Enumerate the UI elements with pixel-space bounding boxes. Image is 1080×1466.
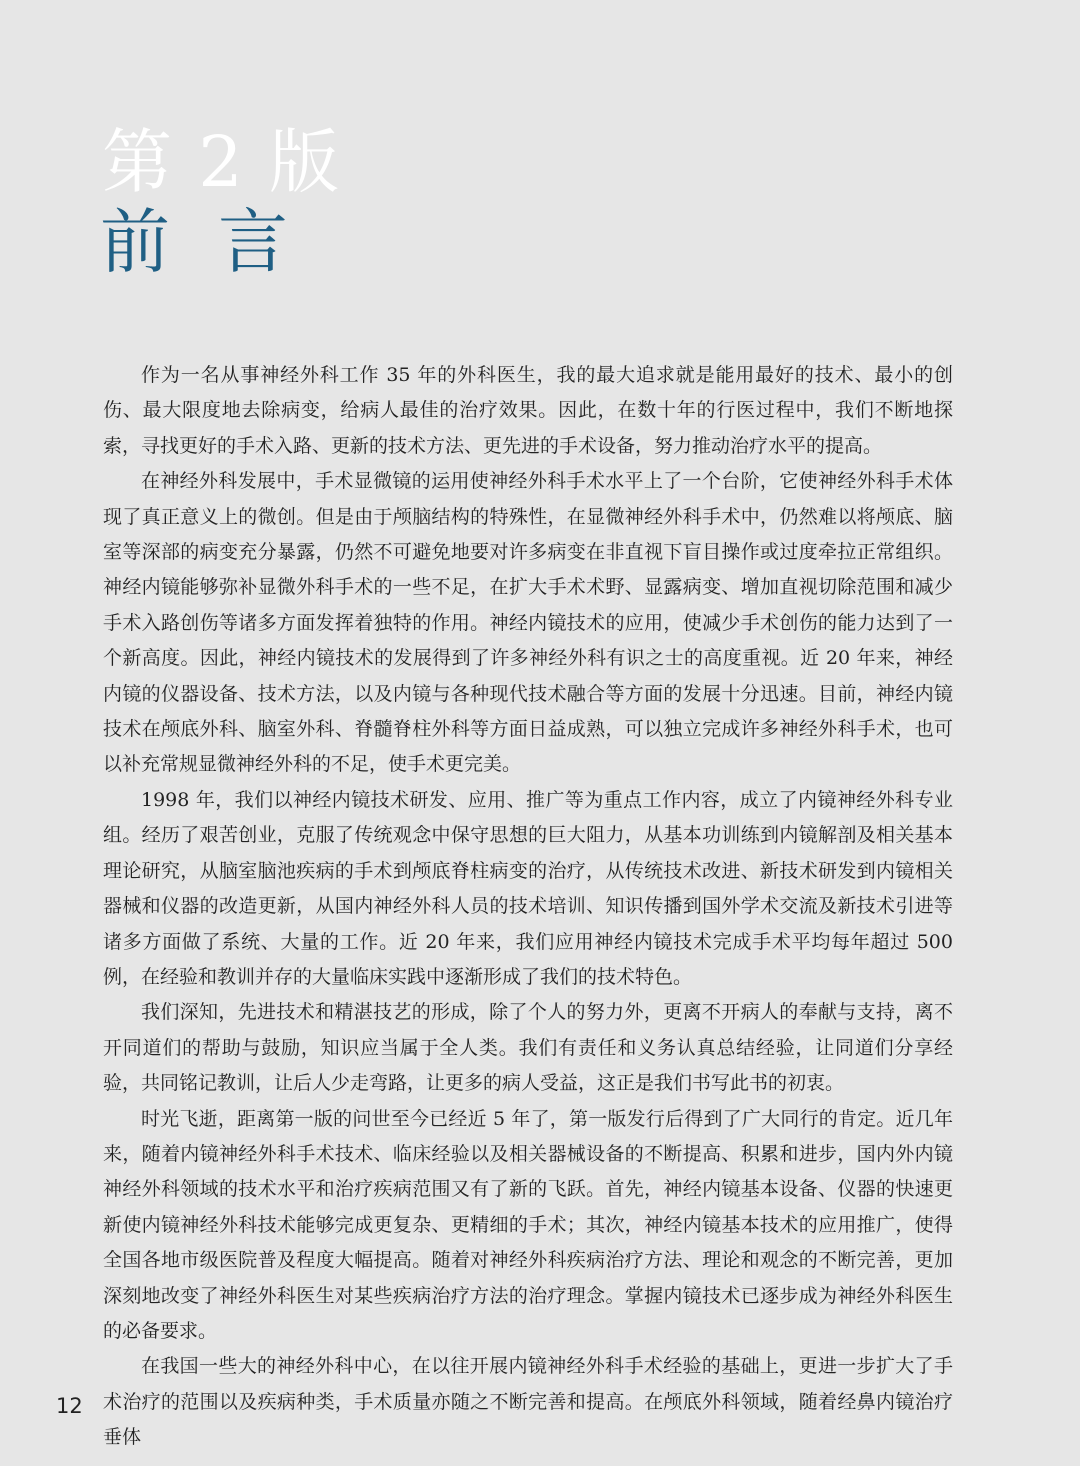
edition-heading: 第 2 版 — [102, 121, 342, 203]
page-title: 前言 — [100, 201, 336, 283]
paragraph: 在我国一些大的神经外科中心，在以往开展内镜神经外科手术经验的基础上，更进一步扩大了手术治疗的范围以及疾病种类，手术质量亦随之不断完善和提高。在颅底外科领域，随着经鼻内镜治疗垂体 — [103, 1355, 953, 1449]
page-number: 12 — [56, 1394, 83, 1418]
paragraph: 作为一名从事神经外科工作 35 年的外科医生，我的最大追求就是能用最好的技术、最小的创伤、最大限度地去除病变，给病人最佳的治疗效果。因此，在数十年的行医过程中，我们不断地探索，寻找更好的手术入路、更新的技术方法、更先进的手术设备，努力推动治疗水平的提高。 — [103, 364, 953, 457]
paragraph: 时光飞逝，距离第一版的问世至今已经近 5 年了，第一版发行后得到了广大同行的肯定。近几年来，随着内镜神经外科手术技术、临床经验以及相关器械设备的不断提高、积累和进步，国内外内镜神经外科领域的技术水平和治疗疾病范围又有了新的飞跃。首先，神经内镜基本设备、仪器的快速更新使内镜神经外科技术能够完成更复杂、更精细的手术；其次，神经内镜基本技术的应用推广，使得全国各地市级医院普及程度大幅提高。随着对神经外科疾病治疗方法、理论和观念的不断完善，更加深刻地改变了神经外科医生对某些疾病治疗方法的治疗理念。掌握内镜技术已逐步成为神经外科医生的必备要求。 — [103, 1107, 953, 1342]
body-text — [103, 358, 953, 1456]
paragraph: 在神经外科发展中，手术显微镜的运用使神经外科手术水平上了一个台阶，它使神经外科手术体现了真正意义上的微创。但是由于颅脑结构的特殊性，在显微神经外科手术中，仍然难以将颅底、脑室等深部的病变充分暴露，仍然不可避免地要对许多病变在非直视下盲目操作或过度牵拉正常组织。神经内镜能够弥补显微外科手术的一些不足，在扩大手术术野、显露病变、增加直视切除范围和减少手术入路创伤等诸多方面发挥着独特的作用。神经内镜技术的应用，使减少手术创伤的能力达到了一个新高度。因此，神经内镜技术的发展得到了许多神经外科有识之士的高度重视。近 20 年来，神经内镜的仪器设备、技术方法，以及内镜与各种现代技术融合等方面的发展十分迅速。目前，神经内镜技术在颅底外科、脑室外科、脊髓脊柱外科等方面日益成熟，可以独立完成许多神经外科手术，也可以补充常规显微神经外科的不足，使手术更完美。 — [103, 470, 953, 776]
paragraph: 1998 年，我们以神经内镜技术研发、应用、推广等为重点工作内容，成立了内镜神经外科专业组。经历了艰苦创业，克服了传统观念中保守思想的巨大阻力，从基本功训练到内镜解剖及相关基本理论研究，从脑室脑池疾病的手术到颅底脊柱病变的治疗，从传统技术改进、新技术研发到内镜相关器械和仪器的改造更新，从国内神经外科人员的技术培训、知识传播到国外学术交流及新技术引进等诸多方面做了系统、大量的工作。近 20 年来，我们应用神经内镜技术完成手术平均每年超过 500 例，在经验和教训并存的大量临床实践中逐渐形成了我们的技术特色。 — [103, 788, 953, 988]
paragraph: 我们深知，先进技术和精湛技艺的形成，除了个人的努力外，更离不开病人的奉献与支持，离不开同道们的帮助与鼓励，知识应当属于全人类。我们有责任和义务认真总结经验，让同道们分享经验，共同铭记教训，让后人少走弯路，让更多的病人受益，这正是我们书写此书的初衷。 — [103, 1001, 953, 1095]
